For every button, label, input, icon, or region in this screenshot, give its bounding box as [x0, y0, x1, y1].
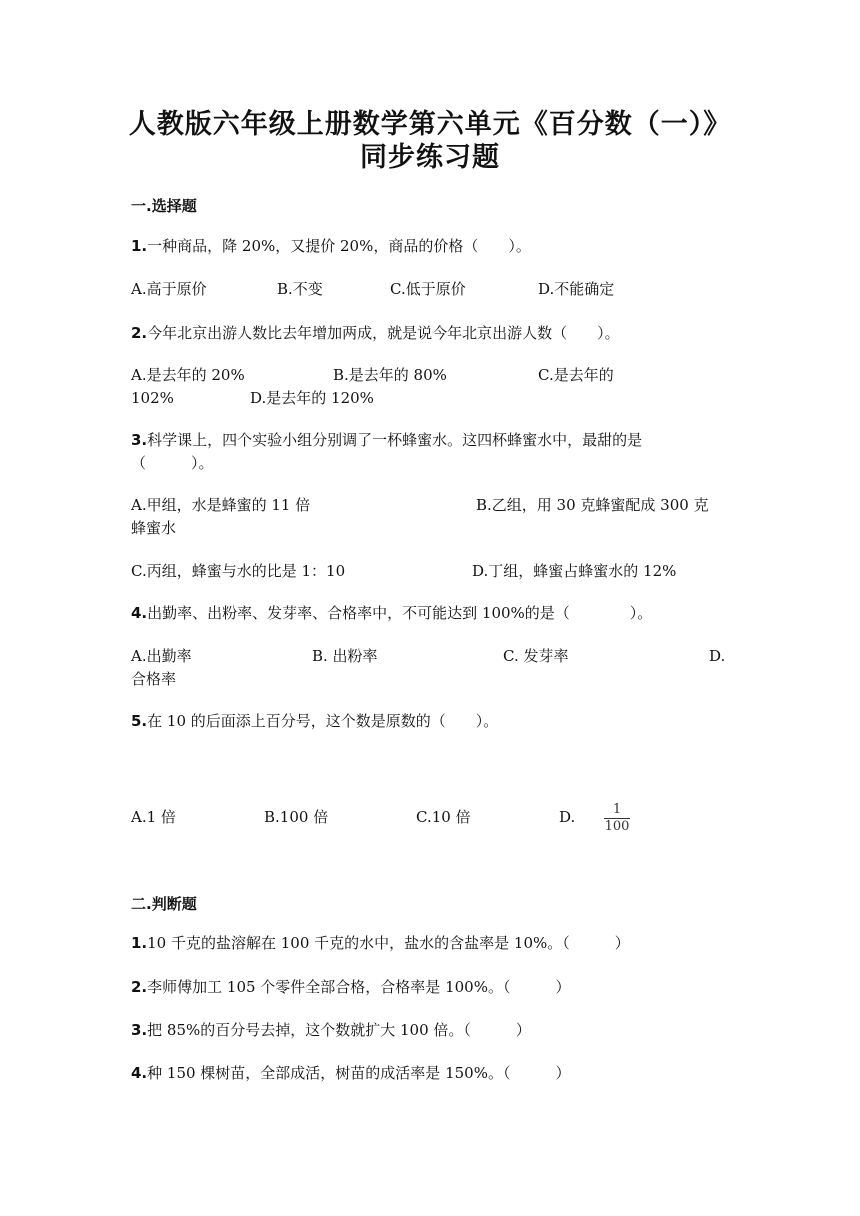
- page-title-line1: 人教版六年级上册数学第六单元《百分数（一）》: [128, 109, 732, 140]
- option-b: B.是去年的 80%: [333, 366, 447, 384]
- option-b: B.乙组，用 30 克蜂蜜配成 300 克: [476, 496, 709, 514]
- question-text: 出勤率、出粉率、发芽率、合格率中，不可能达到 100%的是（ ）。: [147, 604, 653, 622]
- option-c: C.低于原价: [390, 280, 466, 298]
- question-3: [131, 429, 731, 452]
- question-text: 种 150 棵树苗，全部成活，树苗的成活率是 150%。（ ）: [147, 1064, 571, 1082]
- option-a: A.出勤率: [131, 647, 192, 665]
- question-5: [131, 710, 731, 733]
- option-b: B.不变: [277, 280, 323, 298]
- option-a: A.1 倍: [131, 808, 176, 826]
- option-d: D.: [559, 808, 576, 826]
- option-b: B.100 倍: [264, 808, 329, 826]
- question-number: 2.: [131, 324, 148, 342]
- question-number: 1.: [131, 237, 148, 255]
- option-c: C.是去年的: [538, 366, 614, 384]
- question-4: [131, 602, 731, 625]
- question-2: [131, 322, 731, 345]
- option-a: A.高于原价: [131, 280, 207, 298]
- option-b: B. 出粉率: [312, 647, 378, 665]
- question-number: 2.: [131, 978, 148, 996]
- question-number: 1.: [131, 934, 148, 952]
- question-text: 今年北京出游人数比去年增加两成，就是说今年北京出游人数（ ）。: [147, 324, 620, 342]
- question-number: 5.: [131, 712, 148, 730]
- question-text: 李师傅加工 105 个零件全部合格，合格率是 100%。（ ）: [147, 978, 571, 996]
- option-d: D.: [709, 647, 726, 665]
- question-number: 4.: [131, 1064, 148, 1082]
- question-text: 在 10 的后面添上百分号，这个数是原数的（ ）。: [147, 712, 499, 730]
- option-d: D.是去年的 120%: [250, 389, 374, 407]
- fraction-one-hundredth: [604, 803, 630, 834]
- option-c: C. 发芽率: [503, 647, 569, 665]
- question-3-continued: （ ）。: [131, 454, 214, 472]
- option-c: C.10 倍: [416, 808, 471, 826]
- judgement-3: [131, 1019, 731, 1042]
- judgement-1: [131, 932, 731, 955]
- fraction-denominator: 100: [604, 819, 630, 834]
- option-b-continued: 蜂蜜水: [131, 519, 177, 537]
- option-d: D.丁组，蜂蜜占蜂蜜水的 12%: [472, 562, 677, 580]
- question-1: [131, 235, 731, 258]
- question-number: 3.: [131, 1021, 148, 1039]
- section-heading-choice: 一.选择题: [131, 197, 197, 215]
- option-c: C.丙组，蜂蜜与水的比是 1：10: [131, 562, 346, 580]
- question-text: 科学课上，四个实验小组分别调了一杯蜂蜜水。这四杯蜂蜜水中，最甜的是: [147, 431, 643, 449]
- option-d-continued: 合格率: [131, 670, 177, 688]
- judgement-4: [131, 1062, 731, 1085]
- question-text: 把 85%的百分号去掉，这个数就扩大 100 倍。（ ）: [147, 1021, 531, 1039]
- question-number: 3.: [131, 431, 148, 449]
- section-heading-judgement: 二.判断题: [131, 895, 197, 913]
- fraction-numerator: 1: [612, 802, 622, 817]
- question-text: 一种商品，降 20%，又提价 20%，商品的价格（ ）。: [147, 237, 531, 255]
- page-title-line2: 同步练习题: [360, 142, 500, 173]
- question-text: 10 千克的盐溶解在 100 千克的水中，盐水的含盐率是 10%。（ ）: [147, 934, 630, 952]
- judgement-2: [131, 976, 731, 999]
- option-a: A.甲组，水是蜂蜜的 11 倍: [131, 496, 311, 514]
- option-c-continued: 102%: [131, 389, 174, 407]
- option-a: A.是去年的 20%: [131, 366, 245, 384]
- question-number: 4.: [131, 604, 148, 622]
- option-d: D.不能确定: [538, 280, 615, 298]
